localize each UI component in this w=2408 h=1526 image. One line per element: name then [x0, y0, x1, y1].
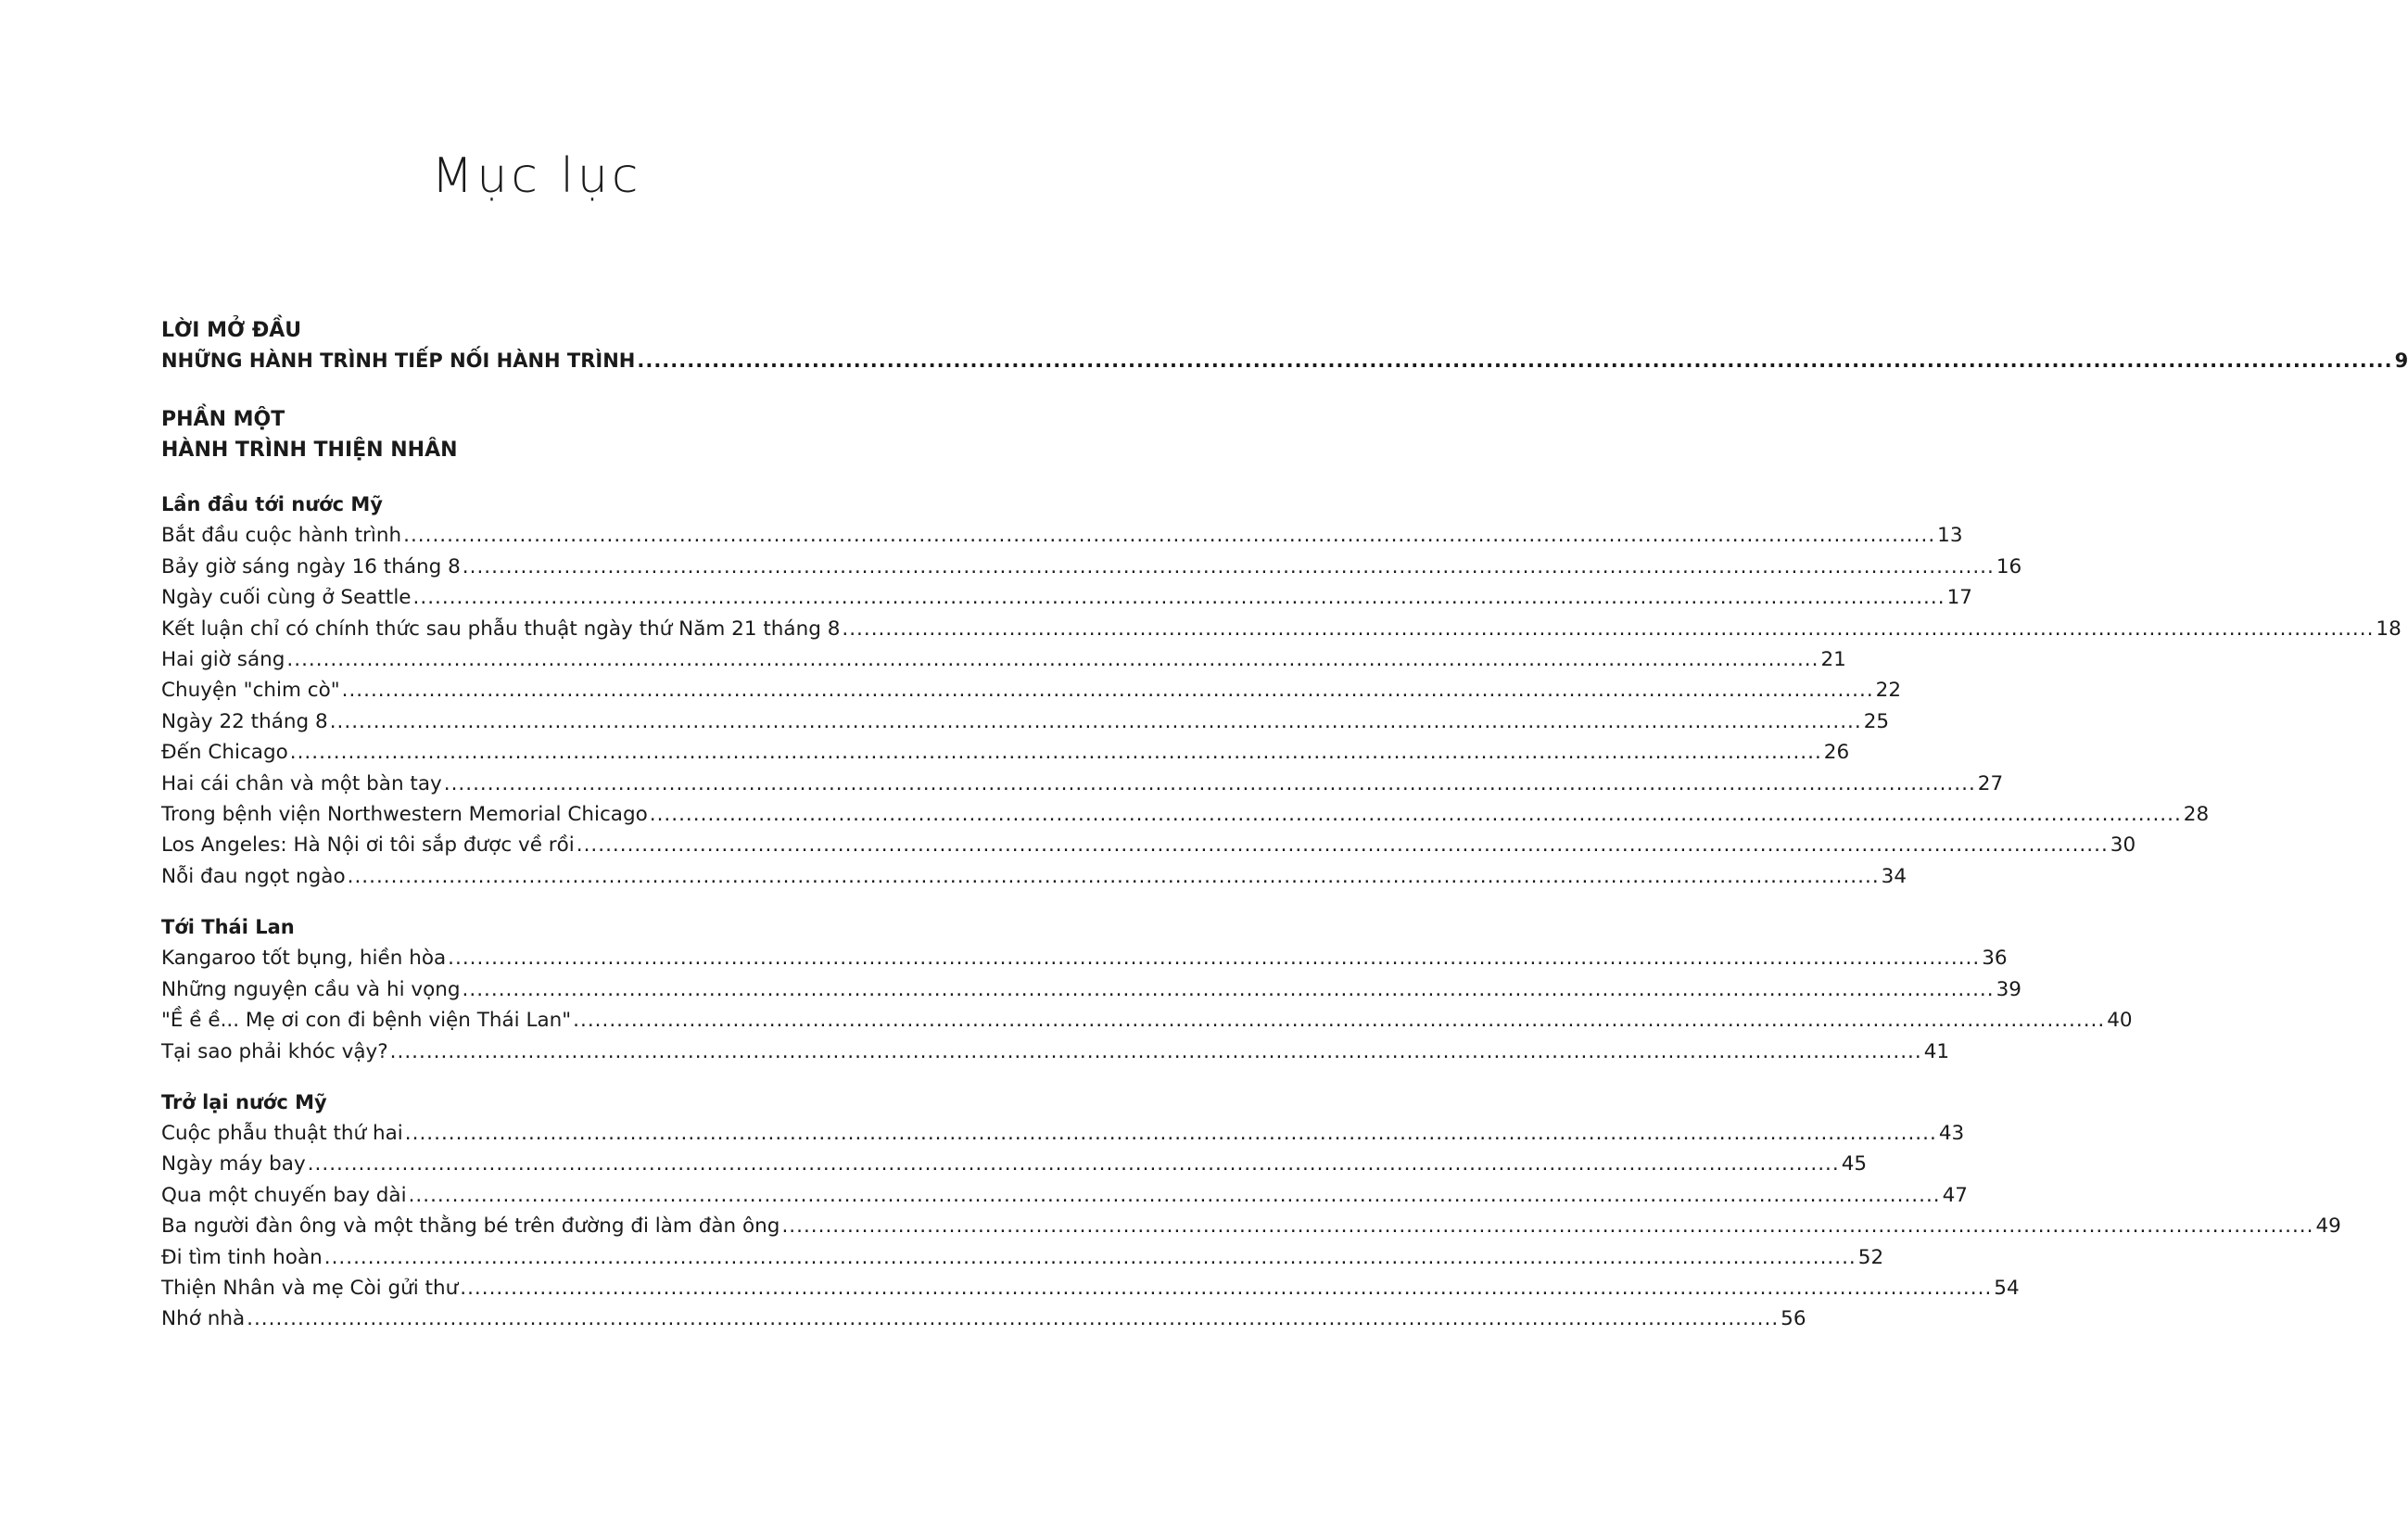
dot-leader: [247, 1303, 1779, 1334]
toc-entry-page: 36: [1982, 947, 2008, 971]
toc-entry-page: 21: [1820, 648, 1846, 672]
dot-leader: [324, 1242, 1857, 1273]
toc-entry-page: 25: [1863, 709, 1890, 733]
toc-entry-title: Chuyện "chim cò": [161, 679, 340, 703]
toc-entry[interactable]: [161, 1211, 2341, 1241]
toc-entry[interactable]: [161, 675, 1902, 706]
toc-entry[interactable]: [161, 520, 1963, 551]
preface-heading: LỜI MỞ ĐẦU: [161, 319, 302, 342]
toc-entry-preface[interactable]: [161, 346, 2408, 376]
part-label: PHẦN MỘT: [161, 408, 285, 432]
dot-leader: [290, 737, 1822, 768]
toc-entry-title: Nhớ nhà: [161, 1307, 246, 1331]
dot-leader: [286, 644, 1819, 675]
toc-entry[interactable]: [161, 552, 2022, 582]
toc-entry-page: 41: [1923, 1039, 1950, 1063]
toc-entry[interactable]: [161, 706, 1890, 737]
dot-leader: [577, 830, 2109, 860]
toc-entry-title: Ba người đàn ông và một thằng bé trên đường đi làm đàn ông: [161, 1214, 780, 1239]
toc-entry-page: 9: [2394, 350, 2408, 372]
toc-entry-page: 43: [1938, 1121, 1965, 1145]
dot-leader: [781, 1211, 2313, 1241]
dot-leader: [413, 582, 1945, 613]
toc-entry[interactable]: [161, 943, 2008, 973]
dot-leader: [409, 1180, 1941, 1211]
toc-entry-page: 54: [1994, 1276, 2020, 1300]
dot-leader: [405, 1118, 1937, 1149]
dot-leader: [463, 974, 1995, 1005]
toc-entry-title: Những nguyện cầu và hi vọng: [161, 977, 461, 1001]
toc-entry-page: 18: [2376, 617, 2402, 641]
toc-entry-title: Hai giờ sáng: [161, 648, 285, 672]
toc-entry-title: Los Angeles: Hà Nội ơi tôi sắp được về rồi: [161, 833, 575, 858]
toc-entry-title: Qua một chuyến bay dài: [161, 1183, 407, 1207]
toc-entry-title: Thiện Nhân và mẹ Còi gửi thư: [161, 1276, 459, 1300]
toc-entry-title: Tại sao phải khóc vậy?: [161, 1039, 388, 1063]
toc-entry-page: 56: [1781, 1307, 1806, 1331]
chapter-heading: Tới Thái Lan: [161, 916, 295, 939]
toc-entry[interactable]: [161, 1005, 2133, 1036]
toc-entry-page: 52: [1857, 1245, 1884, 1269]
toc-entry-title: Đến Chicago: [161, 741, 288, 765]
toc-entry-page: 16: [1996, 554, 2022, 579]
toc-entry-title: Đi tìm tinh hoàn: [161, 1245, 323, 1269]
table-of-contents: [161, 315, 2408, 1335]
toc-entry-title: Ngày cuối cùng ở Seattle: [161, 586, 412, 610]
dot-leader: [842, 614, 2374, 644]
chapter-list: [161, 490, 2402, 1334]
toc-entry[interactable]: [161, 1273, 2020, 1303]
dot-leader: [330, 706, 1862, 737]
toc-entry[interactable]: [161, 1118, 1965, 1149]
toc-entry-page: 27: [1977, 771, 2004, 795]
toc-entry-title: Bảy giờ sáng ngày 16 tháng 8: [161, 554, 461, 579]
toc-entry[interactable]: [161, 614, 2402, 644]
toc-entry[interactable]: [161, 582, 1972, 613]
toc-entry-title: Kangaroo tốt bụng, hiền hòa: [161, 947, 447, 971]
dot-leader: [342, 675, 1874, 706]
toc-entry-title: NHỮNG HÀNH TRÌNH TIẾP NỐI HÀNH TRÌNH: [161, 350, 636, 372]
toc-entry[interactable]: [161, 799, 2210, 830]
chapter-heading: Lần đầu tới nước Mỹ: [161, 493, 383, 516]
dot-leader: [463, 552, 1995, 582]
dot-leader: [308, 1149, 1840, 1179]
toc-entry[interactable]: [161, 1036, 1950, 1067]
toc-entry-title: Nỗi đau ngọt ngào: [161, 864, 346, 888]
toc-entry-page: 13: [1937, 524, 1963, 548]
toc-entry-title: Bắt đầu cuộc hành trình: [161, 524, 402, 548]
page-title: Mục lục: [431, 148, 642, 204]
toc-entry-title: Cuộc phẫu thuật thứ hai: [161, 1121, 403, 1145]
dot-leader: [460, 1273, 1992, 1303]
dot-leader: [390, 1036, 1922, 1067]
toc-entry-page: 45: [1841, 1152, 1868, 1176]
dot-leader: [637, 346, 2392, 376]
toc-entry-title: "Ề ề ề... Mẹ ơi con đi bệnh viện Thái Lan": [161, 1009, 572, 1033]
toc-entry-title: Ngày máy bay: [161, 1152, 306, 1176]
toc-entry[interactable]: [161, 1303, 1806, 1334]
toc-entry[interactable]: [161, 974, 2021, 1005]
toc-entry-page: 39: [1996, 977, 2021, 1001]
toc-entry-title: Trong bệnh viện Northwestern Memorial Chicago: [161, 803, 648, 827]
toc-entry[interactable]: [161, 737, 1850, 768]
toc-entry-page: 34: [1881, 864, 1907, 888]
toc-entry-page: 30: [2110, 833, 2136, 858]
toc-entry[interactable]: [161, 769, 2004, 799]
toc-entry[interactable]: [161, 1180, 1968, 1211]
toc-entry[interactable]: [161, 830, 2136, 860]
toc-entry[interactable]: [161, 1242, 1884, 1273]
toc-entry-title: Hai cái chân và một bàn tay: [161, 771, 442, 795]
dot-leader: [448, 943, 1980, 973]
dot-leader: [573, 1005, 2105, 1036]
part-name: HÀNH TRÌNH THIỆN NHÂN: [161, 439, 458, 463]
toc-entry-page: 17: [1946, 586, 1972, 610]
toc-entry-page: 28: [2183, 803, 2210, 827]
dot-leader: [444, 769, 1976, 799]
toc-entry-page: 22: [1875, 679, 1902, 703]
dot-leader: [348, 861, 1880, 892]
toc-entry-page: 49: [2315, 1214, 2341, 1239]
toc-entry-title: Kết luận chỉ có chính thức sau phẫu thuật ngày thứ Năm 21 tháng 8: [161, 617, 841, 641]
toc-entry-page: 40: [2107, 1009, 2133, 1033]
toc-entry-page: 47: [1942, 1183, 1968, 1207]
toc-entry-page: 26: [1823, 741, 1850, 765]
toc-entry-title: Ngày 22 tháng 8: [161, 709, 328, 733]
dot-leader: [403, 520, 1935, 551]
toc-entry[interactable]: [161, 644, 1846, 675]
toc-entry[interactable]: [161, 861, 1907, 892]
toc-entry[interactable]: [161, 1149, 1868, 1179]
dot-leader: [650, 799, 2182, 830]
chapter-heading: Trở lại nước Mỹ: [161, 1090, 327, 1113]
